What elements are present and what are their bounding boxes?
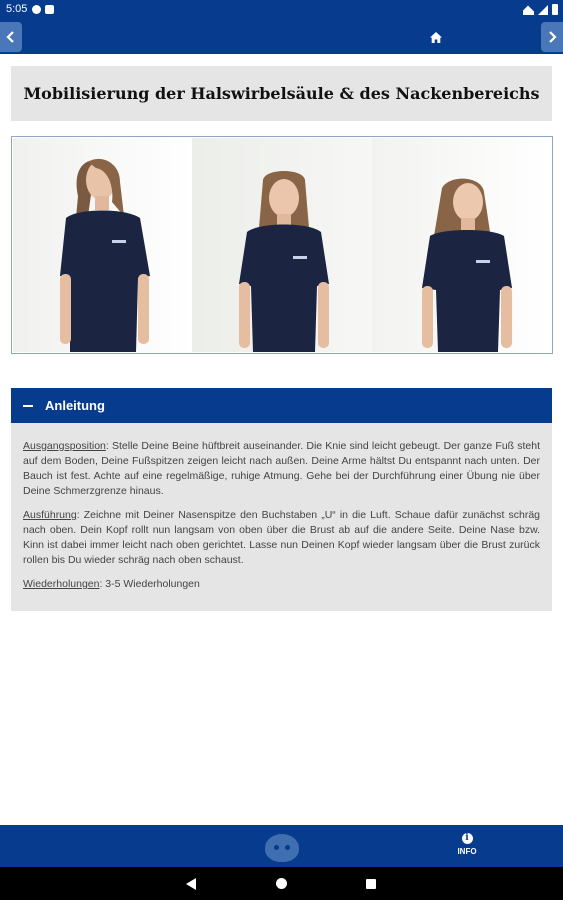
instruction-execution [23, 508, 540, 568]
sim-card-icon [45, 5, 54, 14]
battery-icon [552, 4, 558, 15]
section-label: Ausgangsposition [23, 440, 106, 452]
signal-icon [538, 5, 548, 15]
system-recents-icon[interactable] [366, 879, 376, 889]
section-text: : Zeichne mit Deiner Nasenspitze den Buchstaben „U“ in die Luft. Schaue dafür zunächst schräg nach oben. Dein Kopf rollt nun langsam von oben über die Brust ab auf die andere Seite. Deine Nase bzw. Kinn ist dabei immer leicht nach oben gerichtet. Lasse nun Deinen Kopf wieder langsam über die Brust zurück rollen bis Du wieder schräg nach oben schaust. [23, 509, 540, 566]
back-button[interactable] [0, 22, 22, 52]
instruction-starting-position [23, 439, 540, 499]
accordion-content [11, 423, 552, 611]
home-button[interactable] [426, 27, 446, 47]
section-label: Ausführung [23, 509, 77, 521]
person-figure [412, 178, 527, 352]
person-figure [48, 156, 163, 352]
section-text: : Stelle Deine Beine hüftbreit auseinander. Die Knie sind leicht gebeugt. Der ganze Fuß steht auf dem Boden, Deine Fußspitzen zeigen leicht nach außen. Deine Arme hältst Du entspannt nach unten. Der Bauch ist fest. Achte auf eine regelmäßige, ruhige Atmung. Gehe bei der Durchführung einer Übung nie über Deine Schmerzgrenze hinaus. [23, 440, 540, 497]
accordion-toggle-anleitung[interactable] [11, 388, 552, 423]
chevron-right-icon [547, 31, 557, 43]
person-figure [227, 170, 342, 352]
status-time: 5:05 [6, 3, 28, 15]
exercise-image-strip [11, 136, 553, 354]
section-label: Wiederholungen [23, 578, 100, 590]
forward-button[interactable] [541, 22, 563, 52]
system-home-icon[interactable] [276, 878, 287, 889]
exercise-photo-head-left [372, 138, 551, 352]
wifi-icon [523, 5, 534, 15]
app-notification-icon [32, 5, 41, 14]
info-label: INFO [457, 847, 477, 856]
app-bar [0, 20, 563, 54]
home-icon [430, 32, 442, 43]
status-bar [0, 0, 563, 20]
exercise-photo-head-right [13, 138, 192, 352]
section-text: : 3-5 Wiederholungen [99, 578, 200, 590]
exercise-photo-head-down [192, 138, 371, 352]
chevron-left-icon [6, 31, 16, 43]
accordion-title: Anleitung [45, 398, 105, 413]
info-icon: i [462, 833, 473, 844]
info-button[interactable] [450, 833, 484, 861]
minus-icon [23, 405, 33, 407]
page-title: Mobilisierung der Halswirbelsäule & des Nackenbereichs [23, 84, 540, 103]
system-back-icon[interactable] [186, 878, 196, 890]
instruction-repetitions [23, 577, 540, 592]
system-navigation-bar [0, 867, 563, 900]
title-panel [11, 66, 552, 121]
bottom-bar [0, 825, 563, 867]
app-logo-icon[interactable] [265, 834, 299, 862]
